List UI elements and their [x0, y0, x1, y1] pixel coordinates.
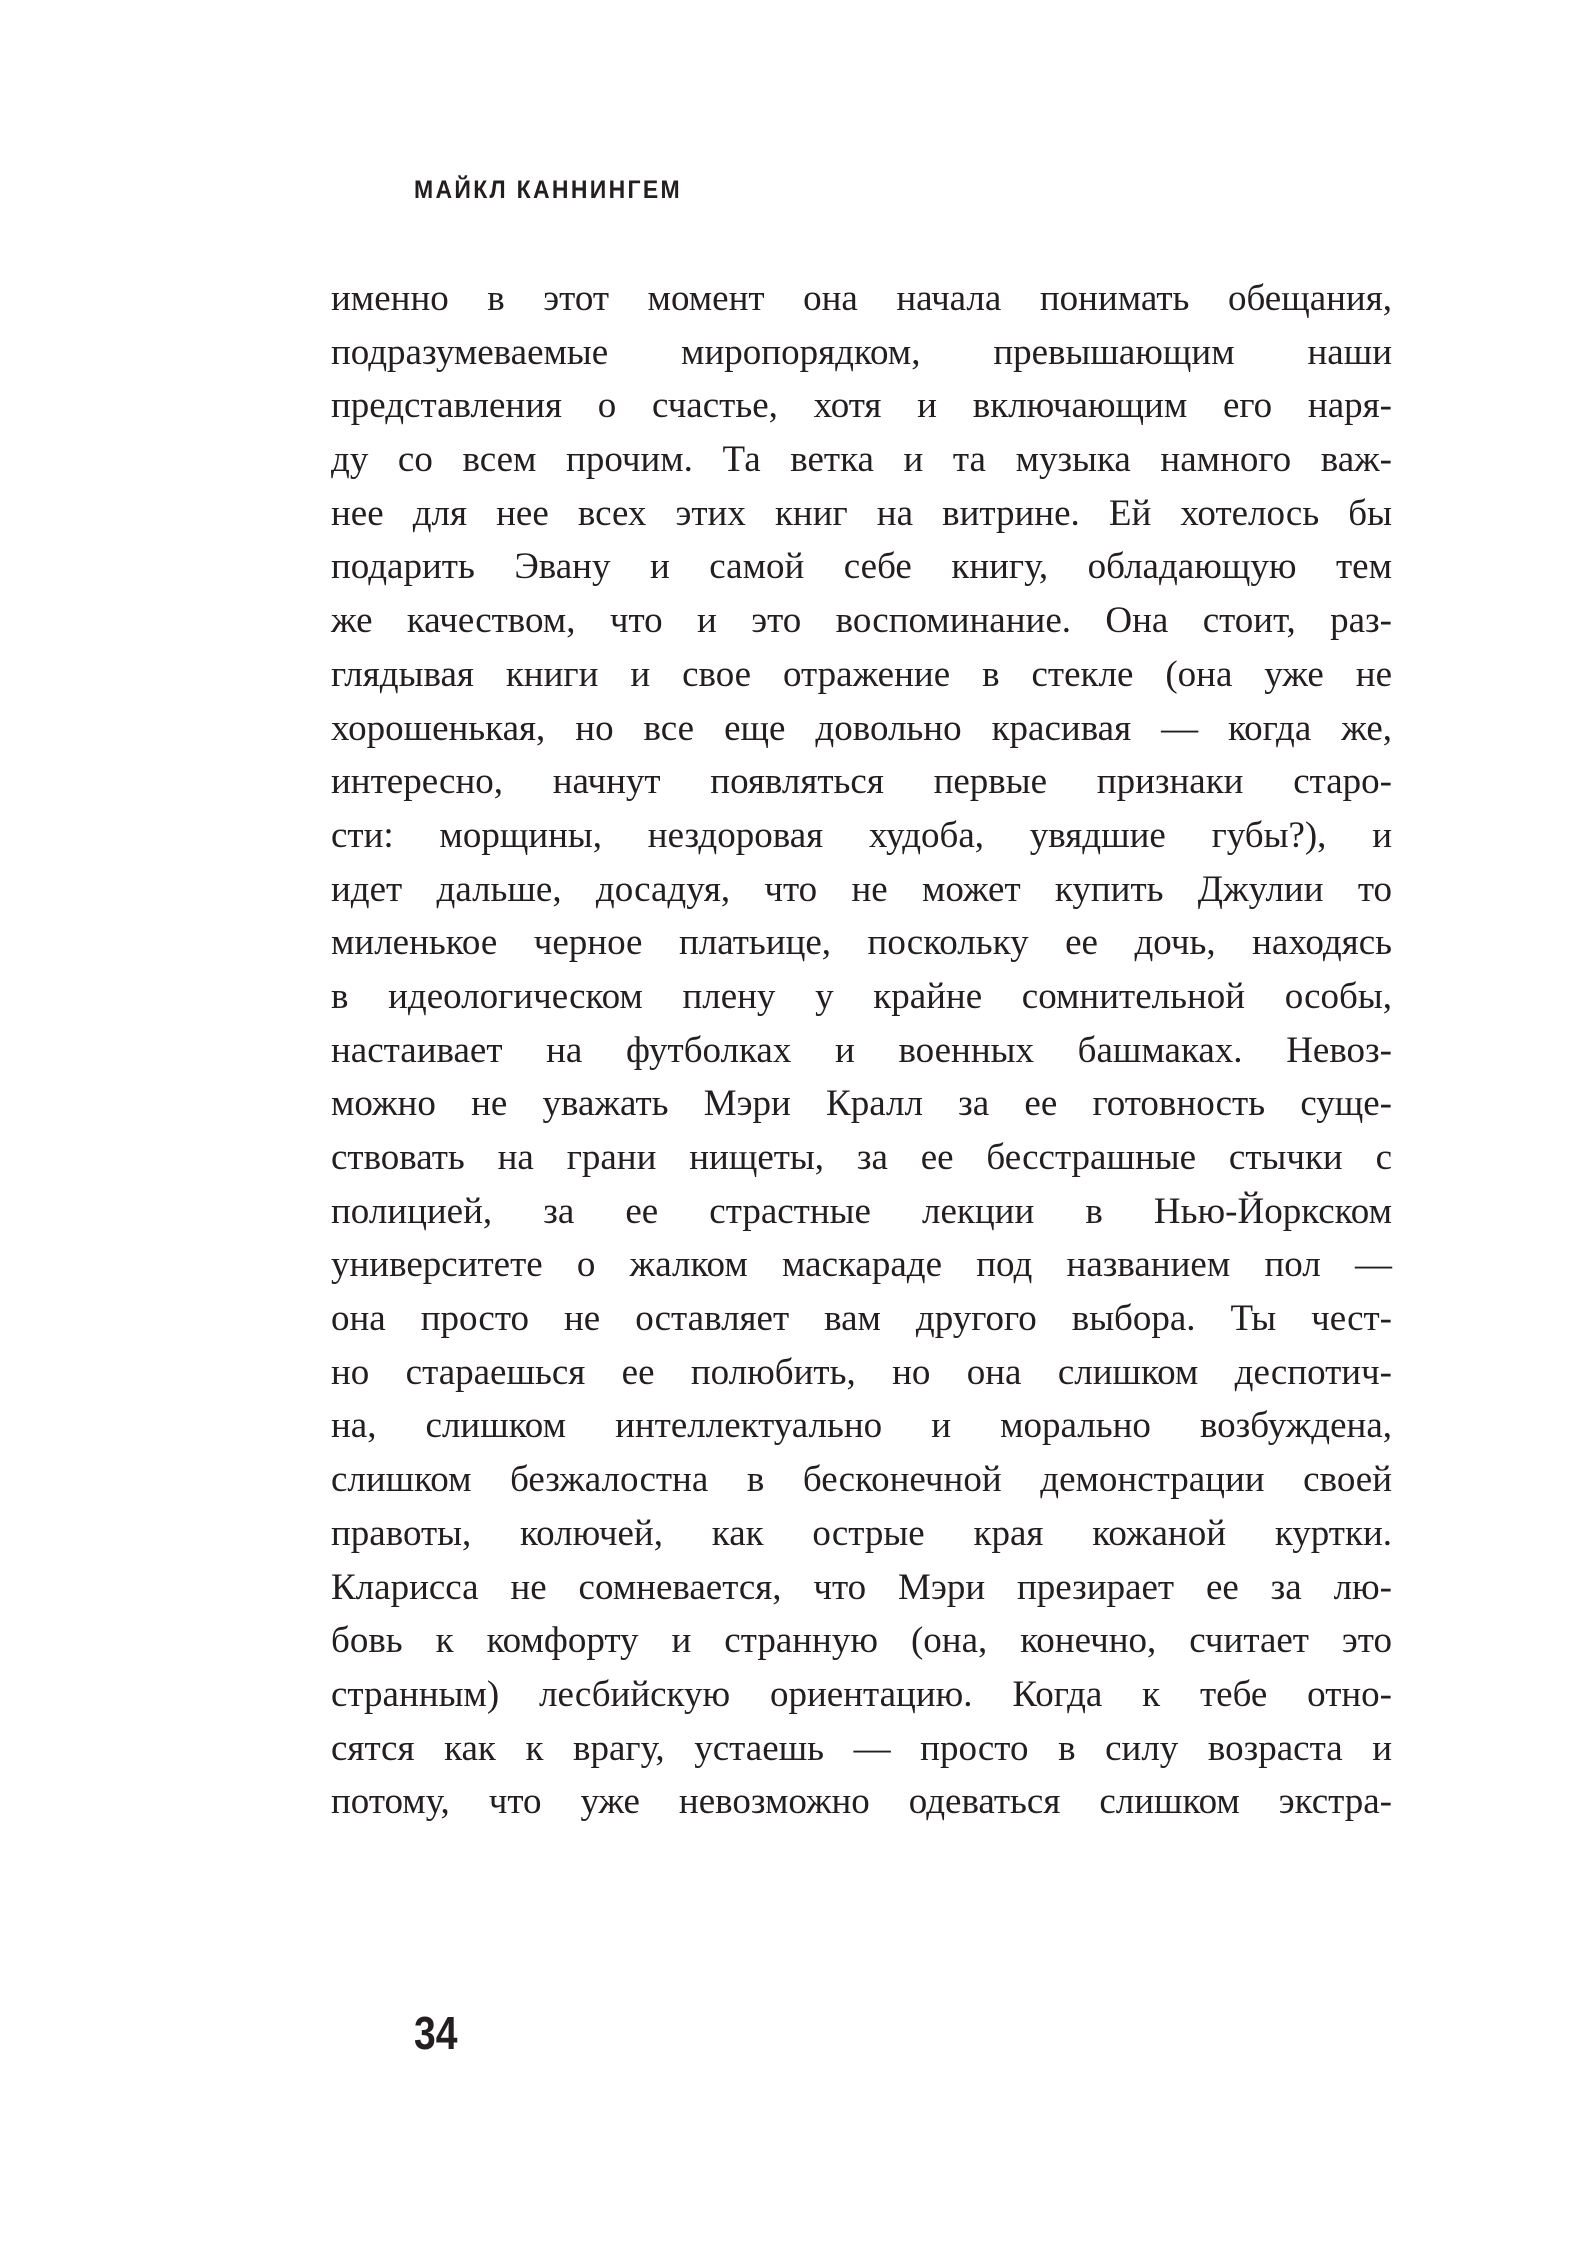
running-head-author: МАЙКЛ КАННИНГЕМ: [414, 176, 682, 204]
text-line: университете о жалком маскараде под названием пол —: [331, 1244, 1392, 1286]
text-line: странным) лесбийскую ориентацию. Когда к тебе отно-: [331, 1673, 1392, 1715]
text-line: именно в этот момент она начала понимать обещания,: [331, 278, 1392, 319]
text-line: же качеством, что и это воспоминание. Она стоит, раз-: [331, 600, 1392, 642]
text-line: ду со всем прочим. Та ветка и та музыка намного важ-: [331, 439, 1392, 481]
text-line: подарить Эвану и самой себе книгу, обладающую тем: [331, 546, 1392, 588]
text-line: нее для нее всех этих книг на витрине. Ей хотелось бы: [331, 492, 1392, 534]
text-line: полицией, за ее страстные лекции в Нью-Йоркском: [331, 1190, 1392, 1232]
text-line: на, слишком интеллектуально и морально возбуждена,: [331, 1405, 1392, 1447]
text-line: Кларисса не сомневается, что Мэри презирает ее за лю-: [331, 1566, 1392, 1608]
text-line: идет дальше, досадуя, что не может купить Джулии то: [331, 868, 1392, 910]
text-line: бовь к комфорту и странную (она, конечно, считает это: [331, 1620, 1392, 1662]
text-line: глядывая книги и свое отражение в стекле (она уже не: [331, 653, 1392, 695]
text-line: сятся как к врагу, устаешь — просто в силу возраста и: [331, 1727, 1392, 1769]
text-line: правоты, колючей, как острые края кожаной куртки.: [331, 1512, 1392, 1554]
text-line: потому, что уже невозможно одеваться слишком экстра-: [331, 1781, 1392, 1823]
text-line: можно не уважать Мэри Кралл за ее готовность суще-: [331, 1083, 1392, 1125]
text-line: в идеологическом плену у крайне сомнительной особы,: [331, 975, 1392, 1017]
text-line: слишком безжалостна в бесконечной демонстрации своей: [331, 1459, 1392, 1501]
text-line: она просто не оставляет вам другого выбора. Ты чест-: [331, 1298, 1392, 1340]
text-line: представления о счастье, хотя и включающим его наря-: [331, 385, 1392, 427]
text-line: ствовать на грани нищеты, за ее бесстрашные стычки с: [331, 1137, 1392, 1178]
text-line: хорошенькая, но все еще довольно красивая — когда же,: [331, 707, 1392, 749]
text-line: настаивает на футболках и военных башмаках. Невоз-: [331, 1029, 1392, 1071]
page-number: 34: [414, 2007, 458, 2059]
body-text: [331, 272, 1392, 1829]
text-line: интересно, начнут появляться первые признаки старо-: [331, 761, 1392, 803]
text-line: миленькое черное платьице, поскольку ее дочь, находясь: [331, 922, 1392, 964]
text-line: подразумеваемые миропорядком, превышающим наши: [331, 331, 1392, 373]
text-line: но стараешься ее полюбить, но она слишком деспотич-: [331, 1351, 1392, 1393]
text-line: сти: морщины, нездоровая худоба, увядшие губы?), и: [331, 814, 1392, 856]
